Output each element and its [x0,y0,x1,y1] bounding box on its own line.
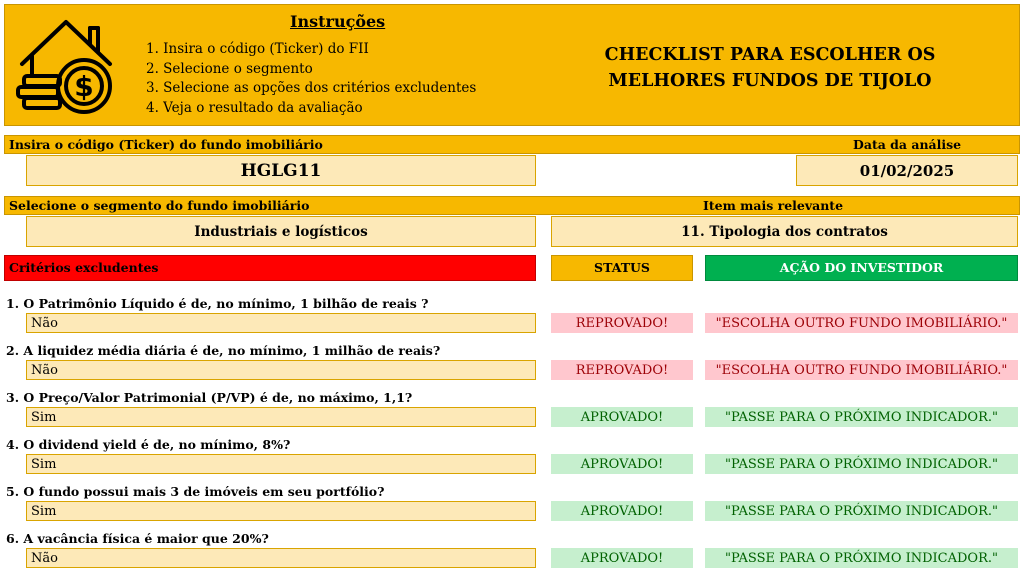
investor-action: "PASSE PARA O PRÓXIMO INDICADOR." [705,501,1018,521]
page-title [580,42,960,94]
instruction-item: 4. Veja o resultado da avaliação [146,99,363,116]
status-badge: APROVADO! [551,454,693,474]
status-badge: REPROVADO! [551,360,693,380]
question-label: 1. O Patrimônio Líquido é de, no mínimo, 1 bilhão de reais ? [6,296,429,311]
action-header: AÇÃO DO INVESTIDOR [705,255,1018,281]
status-badge: REPROVADO! [551,313,693,333]
instruction-item: 2. Selecione o segmento [146,60,313,77]
instruction-item: 1. Insira o código (Ticker) do FII [146,41,369,57]
date-label: Data da análise [853,137,962,152]
answer-select[interactable]: Não [26,313,536,333]
page-title-line-1: CHECKLIST PARA ESCOLHER OS [604,45,936,65]
answer-select[interactable]: Não [26,548,536,568]
status-badge: APROVADO! [551,548,693,568]
ticker-label-bar [4,135,1020,154]
question-label: 2. A liquidez média diária é de, no mínimo, 1 milhão de reais? [6,343,441,358]
status-badge: APROVADO! [551,407,693,427]
segment-label-bar [4,196,1020,215]
answer-select[interactable]: Sim [26,407,536,427]
relevant-label: Item mais relevante [703,198,844,213]
answer-select[interactable]: Sim [26,501,536,521]
investor-action: "PASSE PARA O PRÓXIMO INDICADOR." [705,407,1018,427]
status-badge: APROVADO! [551,501,693,521]
instruction-item: 3. Selecione as opções dos critérios excludentes [146,80,477,96]
house-coin-icon [14,12,124,118]
page-title-line-2: MELHORES FUNDOS DE TIJOLO [608,71,932,91]
question-label: 6. A vacância física é maior que 20%? [6,531,269,546]
ticker-label: Insira o código (Ticker) do fundo imobiliário [9,137,323,152]
question-label: 4. O dividend yield é de, no mínimo, 8%? [6,437,291,452]
date-input[interactable]: 01/02/2025 [796,155,1018,186]
status-header: STATUS [551,255,693,281]
investor-action: "ESCOLHA OUTRO FUNDO IMOBILIÁRIO." [705,360,1018,380]
segment-label: Selecione o segmento do fundo imobiliário [9,198,310,213]
ticker-input[interactable]: HGLG11 [26,155,536,186]
answer-select[interactable]: Sim [26,454,536,474]
svg-text:$: $ [74,70,94,103]
answer-select[interactable]: Não [26,360,536,380]
investor-action: "PASSE PARA O PRÓXIMO INDICADOR." [705,548,1018,568]
instructions-list [146,40,476,118]
question-label: 3. O Preço/Valor Patrimonial (P/VP) é de, no máximo, 1,1? [6,390,413,405]
question-label: 5. O fundo possui mais 3 de imóveis em seu portfólio? [6,484,385,499]
investor-action: "PASSE PARA O PRÓXIMO INDICADOR." [705,454,1018,474]
relevant-item-value: 11. Tipologia dos contratos [551,216,1018,247]
investor-action: "ESCOLHA OUTRO FUNDO IMOBILIÁRIO." [705,313,1018,333]
criteria-header: Critérios excludentes [4,255,536,281]
instructions-title: Instruções [290,12,386,31]
segment-select[interactable]: Industriais e logísticos [26,216,536,247]
